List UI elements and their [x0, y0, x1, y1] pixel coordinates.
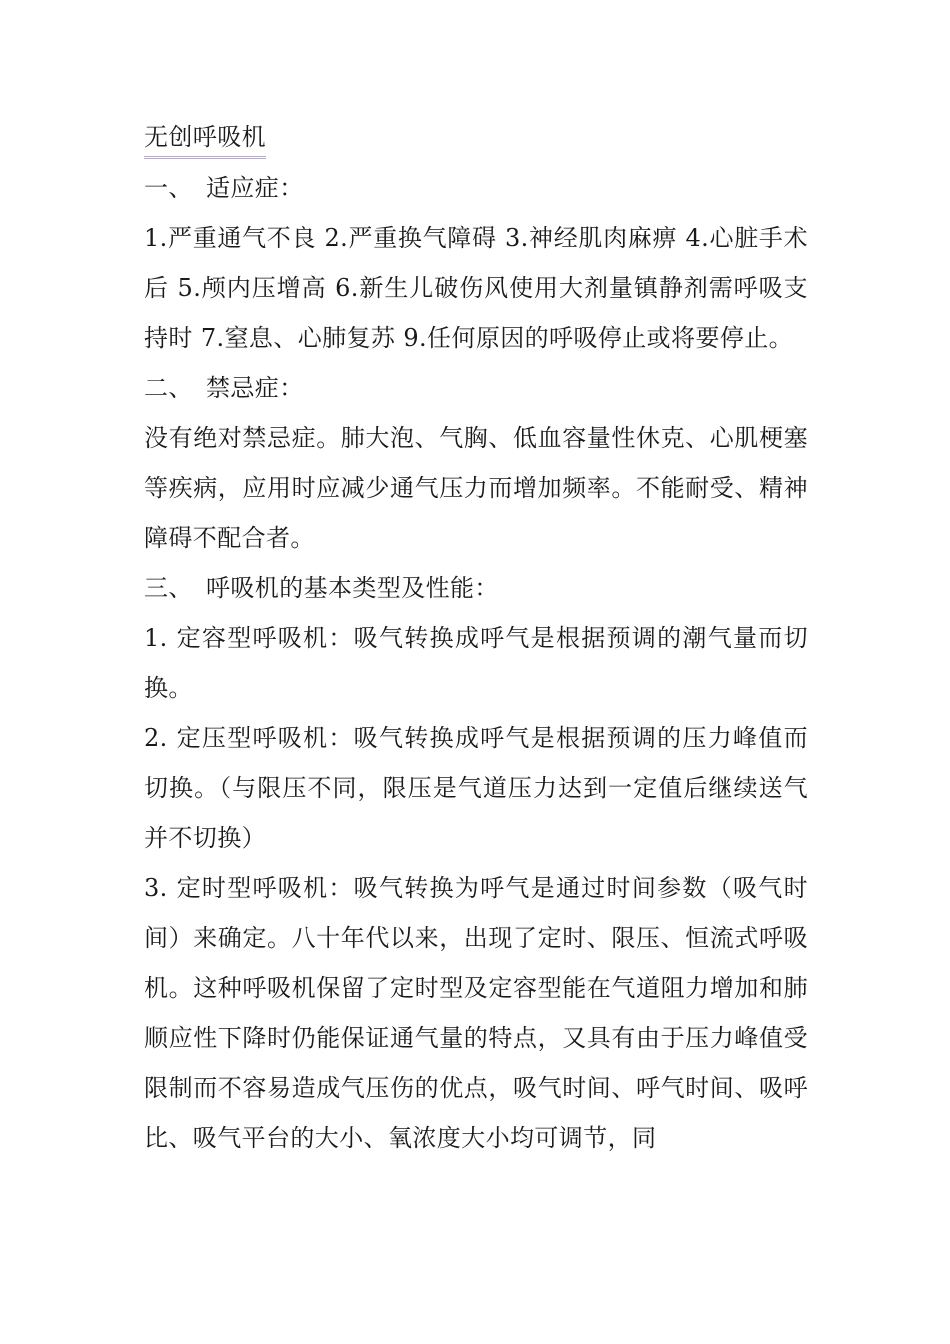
section-heading-ventilator-types: [144, 563, 808, 613]
document-title-row: [144, 112, 808, 163]
section-heading-indications: [144, 163, 808, 213]
section-number: 一、: [144, 174, 193, 202]
ventilator-type-volume: 1. 定容型呼吸机：吸气转换成呼气是根据预调的潮气量而切换。: [144, 624, 808, 702]
ventilator-type-pressure: 2. 定压型呼吸机：吸气转换成呼气是根据预调的压力峰值而切换。（与限压不同，限压是气道压力达到一定值后继续送气并不切换）: [144, 724, 808, 852]
section-title: 禁忌症：: [206, 374, 304, 402]
indications-text: 1.严重通气不良 2.严重换气障碍 3.神经肌肉麻痹 4.心脏手术后 5.颅内压增高 6.新生儿破伤风使用大剂量镇静剂需呼吸支持时 7.窒息、心肺复苏 9.任何原因的呼吸停止或将要停止。: [144, 224, 808, 352]
ventilator-type-time: 3. 定时型呼吸机：吸气转换为呼气是通过时间参数（吸气时间）来确定。八十年代以来，出现了定时、限压、恒流式呼吸机。这种呼吸机保留了定时型及定容型能在气道阻力增加和肺顺应性下降时仍能保证通气量的特点，又具有由于压力峰值受限制而不容易造成气压伤的优点，吸气时间、呼气时间、吸呼比、吸气平台的大小、氧浓度大小均可调节，同: [144, 874, 808, 1152]
contraindications-text: 没有绝对禁忌症。肺大泡、气胸、低血容量性休克、心肌梗塞等疾病，应用时应减少通气压力而增加频率。不能耐受、精神障碍不配合者。: [144, 424, 808, 552]
section-number: 二、: [144, 374, 193, 402]
document-title: 无创呼吸机: [144, 118, 266, 159]
section-number: 三、: [144, 574, 193, 602]
section-title: 适应症：: [206, 174, 304, 202]
section-heading-contraindications: [144, 363, 808, 413]
document-body: [144, 112, 808, 1163]
section-title: 呼吸机的基本类型及性能：: [206, 574, 499, 602]
